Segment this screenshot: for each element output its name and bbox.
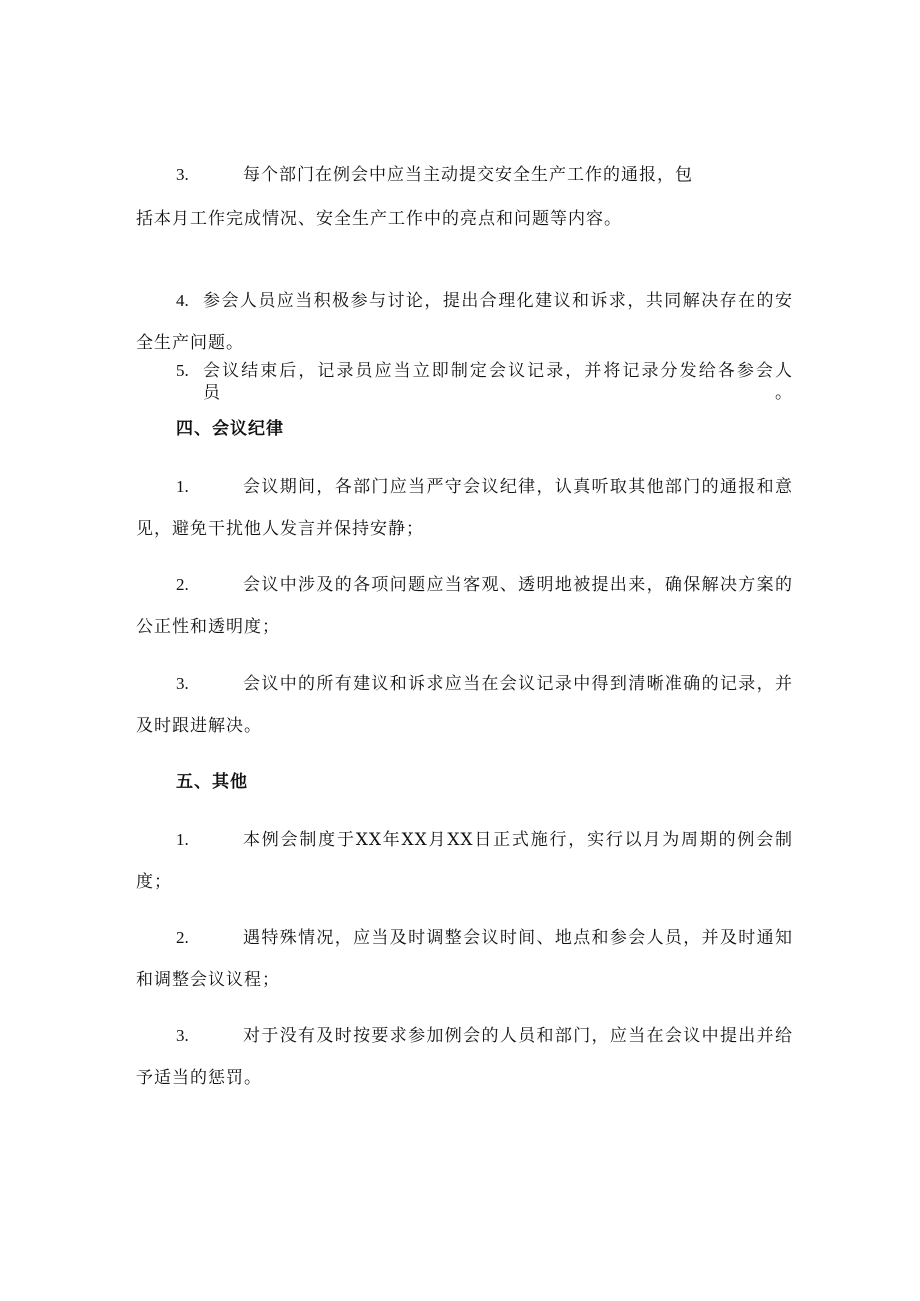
list-item-text: 每个部门在例会中应当主动提交安全生产工作的通报，包 bbox=[243, 165, 693, 185]
section-heading: 四、会议纪律 bbox=[176, 419, 284, 439]
list-item-text: 会议期间，各部门应当严守会议纪律，认真听取其他部门的通报和意 bbox=[243, 477, 793, 497]
list-item-text-continuation: 括本月工作完成情况、安全生产工作中的亮点和问题等内容。 bbox=[136, 209, 622, 229]
list-item-number: 3. bbox=[176, 674, 189, 693]
list-item-number: 4. bbox=[176, 291, 189, 310]
list-item-text: 对于没有及时按要求参加例会的人员和部门，应当在会议中提出并给 bbox=[243, 1026, 793, 1046]
list-item-text: 会议结束后，记录员应当立即制定会议记录，并将记录分发给各参会人员。 bbox=[203, 361, 793, 403]
list-item-text-continuation: 和调整会议议程； bbox=[136, 970, 280, 990]
list-item-text-continuation: 度； bbox=[136, 872, 172, 892]
list-item-text-continuation: 及时跟进解决。 bbox=[136, 716, 262, 736]
list-item-number: 1. bbox=[176, 830, 189, 849]
list-item-text: 参会人员应当积极参与讨论，提出合理化建议和诉求，共同解决存在的安 bbox=[203, 291, 793, 311]
list-item-text-continuation: 予适当的惩罚。 bbox=[136, 1068, 262, 1088]
list-item-number: 3. bbox=[176, 165, 189, 184]
list-item-text: 遇特殊情况，应当及时调整会议时间、地点和参会人员，并及时通知 bbox=[243, 928, 793, 948]
list-item-number: 2. bbox=[176, 928, 189, 947]
list-item-number: 5. bbox=[176, 361, 189, 380]
list-item-text-continuation: 公正性和透明度； bbox=[136, 617, 280, 637]
list-item-text-continuation: 见，避免干扰他人发言并保持安静； bbox=[136, 519, 424, 539]
list-item-text: 本例会制度于XX年XX月XX日正式施行，实行以月为周期的例会制 bbox=[243, 830, 793, 850]
section-heading: 五、其他 bbox=[176, 772, 248, 792]
list-item-number: 3. bbox=[176, 1026, 189, 1045]
list-item-number: 2. bbox=[176, 575, 189, 594]
list-item-number: 1. bbox=[176, 477, 189, 496]
list-item-text: 会议中涉及的各项问题应当客观、透明地被提出来，确保解决方案的 bbox=[243, 575, 793, 595]
list-item-text: 会议中的所有建议和诉求应当在会议记录中得到清晰准确的记录，并 bbox=[243, 674, 793, 694]
list-item-text-continuation: 全生产问题。 bbox=[136, 333, 244, 353]
